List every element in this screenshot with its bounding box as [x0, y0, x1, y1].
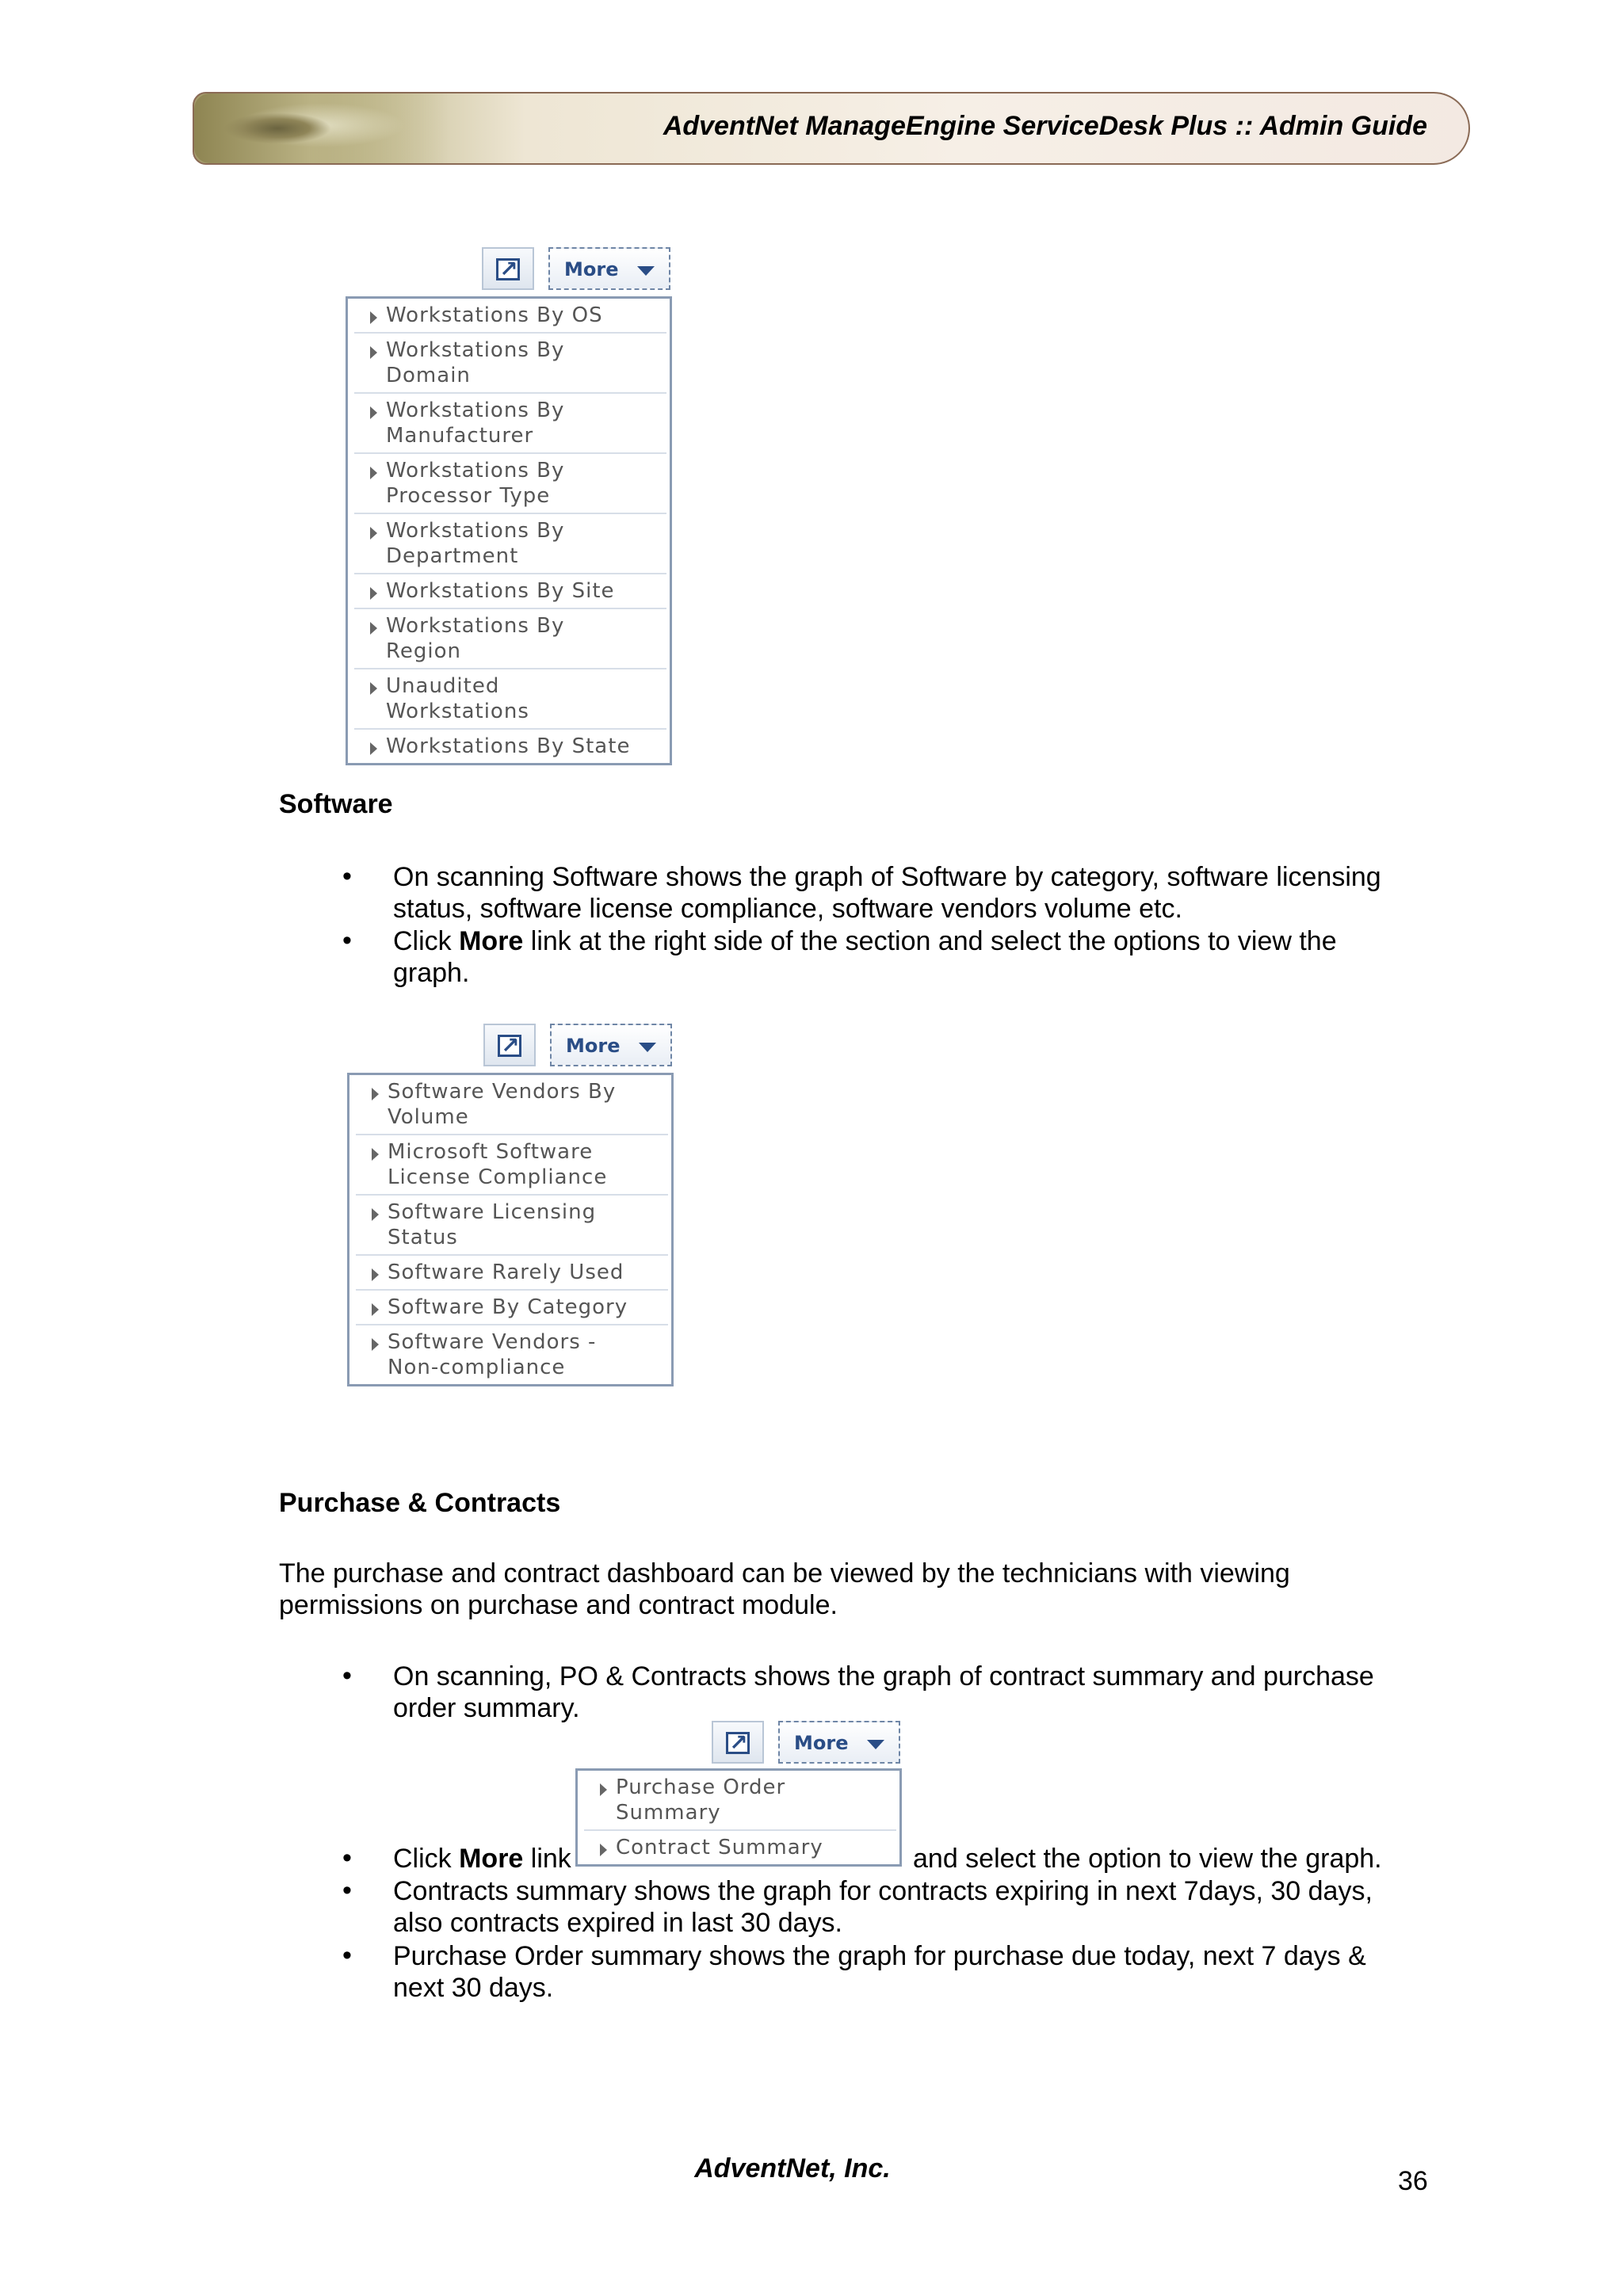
dropdown-item-label: Summary [616, 1801, 721, 1825]
dropdown-item-label: Workstations By OS [386, 303, 603, 327]
bullet-marker: • [342, 861, 352, 891]
dropdown-item-label: Workstations By [386, 459, 565, 482]
text-line: next 30 days. [393, 1973, 554, 2003]
bullet-marker: • [342, 1940, 352, 1970]
dropdown-item-label: Software Rarely Used [388, 1261, 624, 1284]
dropdown-item[interactable] [354, 574, 666, 609]
software-dropdown [347, 1073, 674, 1386]
dropdown-item-label: Region [386, 639, 462, 663]
more-keyword: More [459, 1844, 524, 1874]
text-line: The purchase and contract dashboard can be viewed by the technicians with viewing [279, 1558, 1290, 1589]
dropdown-item[interactable] [356, 1291, 668, 1325]
open-in-new-icon [496, 258, 520, 280]
text-line: On scanning, PO & Contracts shows the graph of contract summary and purchase [393, 1661, 1374, 1691]
purchase-bullet-1 [393, 1661, 1415, 1724]
dropdown-item[interactable] [354, 334, 666, 394]
dropdown-item-label: Microsoft Software [388, 1140, 594, 1164]
more-label: More [566, 1035, 621, 1057]
dropdown-item[interactable] [356, 1135, 668, 1196]
dropdown-item-label: Volume [388, 1105, 469, 1129]
dropdown-item[interactable] [354, 299, 666, 334]
header-title: AdventNet ManageEngine ServiceDesk Plus :: Admin Guide [663, 111, 1427, 141]
section-title-software: Software [279, 789, 393, 819]
text-line: On scanning Software shows the graph of Software by category, software licensing [393, 862, 1381, 892]
purchase-intro [279, 1558, 1404, 1621]
dropdown-item-label: Department [386, 544, 519, 568]
text-span: Click [393, 926, 460, 956]
page-header-banner [193, 92, 1470, 165]
more-button[interactable] [550, 1024, 672, 1066]
chevron-down-icon [637, 266, 655, 276]
chevron-right-icon [372, 1148, 379, 1161]
dropdown-item-label: Workstations By Site [386, 579, 615, 603]
dropdown-item-label: Unaudited [386, 674, 500, 698]
dropdown-item-label: Workstations By [386, 399, 565, 422]
page-number: 36 [1398, 2166, 1428, 2196]
footer-company: AdventNet, Inc. [694, 2153, 891, 2183]
chevron-right-icon [370, 311, 377, 324]
chevron-right-icon [370, 406, 377, 419]
dropdown-item-label: Manufacturer [386, 424, 534, 448]
text-span: link [523, 1844, 571, 1874]
dropdown-item-label: Workstations By [386, 519, 565, 543]
open-in-new-button[interactable] [712, 1721, 764, 1764]
text-line: Contracts summary shows the graph for contracts expiring in next 7days, 30 days, [393, 1876, 1373, 1906]
purchase-bullet-3 [393, 1875, 1415, 1939]
bullet-marker: • [342, 925, 352, 955]
dropdown-item-label: Software By Category [388, 1295, 628, 1319]
dropdown-item[interactable] [584, 1771, 896, 1831]
dropdown-item[interactable] [354, 609, 666, 669]
text-line: Purchase Order summary shows the graph for purchase due today, next 7 days & [393, 1941, 1366, 1971]
chevron-right-icon [370, 346, 377, 359]
chevron-right-icon [370, 587, 377, 600]
text-span: link at the right side of the section and select the options to view the [523, 926, 1337, 956]
dropdown-item[interactable] [354, 669, 666, 730]
chevron-right-icon [370, 682, 377, 695]
chevron-right-icon [370, 622, 377, 635]
chevron-right-icon [372, 1303, 379, 1316]
dropdown-item-label: Software Vendors By [388, 1080, 617, 1104]
dropdown-item-label: Contract Summary [616, 1836, 823, 1859]
dropdown-item-label: Workstations By State [386, 734, 631, 758]
dropdown-item[interactable] [356, 1256, 668, 1291]
dropdown-item[interactable] [354, 454, 666, 514]
chevron-down-icon [639, 1043, 656, 1052]
workstations-dropdown [346, 296, 672, 765]
dropdown-item[interactable] [356, 1325, 668, 1384]
dropdown-item[interactable] [354, 730, 666, 763]
section-title-purchase: Purchase & Contracts [279, 1488, 561, 1518]
dropdown-item-label: License Compliance [388, 1165, 608, 1189]
text-line: order summary. [393, 1693, 580, 1723]
text-line [393, 925, 1415, 957]
chevron-right-icon [372, 1338, 379, 1351]
chevron-right-icon [370, 527, 377, 540]
dropdown-item-label: Non-compliance [388, 1356, 566, 1379]
text-span: Click [393, 1844, 460, 1874]
text-line: permissions on purchase and contract module. [279, 1590, 838, 1620]
purchase-bullet-2-continued: and select the option to view the graph. [913, 1844, 1382, 1874]
dropdown-item[interactable] [354, 514, 666, 574]
more-label: More [564, 258, 619, 280]
bullet-marker: • [342, 1843, 352, 1873]
chevron-right-icon [372, 1268, 379, 1281]
dropdown-item-label: Workstations [386, 700, 529, 723]
dropdown-item[interactable] [354, 394, 666, 454]
open-in-new-button[interactable] [483, 1024, 536, 1066]
chevron-right-icon [370, 742, 377, 755]
dropdown-item-label: Workstations By [386, 338, 565, 362]
software-bullet-2 [393, 925, 1415, 989]
text-line: graph. [393, 958, 470, 988]
dropdown-item[interactable] [356, 1196, 668, 1256]
text-line: status, software license compliance, software vendors volume etc. [393, 894, 1182, 924]
purchase-bullet-4 [393, 1940, 1415, 2004]
dropdown-item-label: Software Licensing [388, 1200, 597, 1224]
dropdown-item-label: Software Vendors - [388, 1330, 597, 1354]
more-button[interactable] [778, 1721, 900, 1764]
chevron-right-icon [600, 1783, 607, 1796]
dropdown-item-label: Workstations By [386, 614, 565, 638]
dropdown-item-label: Processor Type [386, 484, 551, 508]
dropdown-item-label: Domain [386, 364, 471, 387]
software-bullet-1 [393, 861, 1415, 925]
bullet-marker: • [342, 1875, 352, 1905]
dropdown-item[interactable] [356, 1075, 668, 1135]
chevron-right-icon [372, 1088, 379, 1100]
header-decorative-image [194, 93, 448, 163]
open-in-new-icon [726, 1732, 750, 1754]
text-line: also contracts expired in last 30 days. [393, 1908, 842, 1938]
open-in-new-button[interactable] [482, 247, 534, 290]
more-label: More [794, 1732, 849, 1754]
dropdown-item-label: Status [388, 1226, 458, 1249]
chevron-down-icon [867, 1740, 884, 1749]
more-keyword: More [459, 926, 524, 956]
chevron-right-icon [370, 467, 377, 479]
more-button[interactable] [548, 247, 670, 290]
bullet-marker: • [342, 1661, 352, 1691]
chevron-right-icon [372, 1208, 379, 1221]
dropdown-item-label: Purchase Order [616, 1775, 786, 1799]
open-in-new-icon [498, 1035, 521, 1057]
